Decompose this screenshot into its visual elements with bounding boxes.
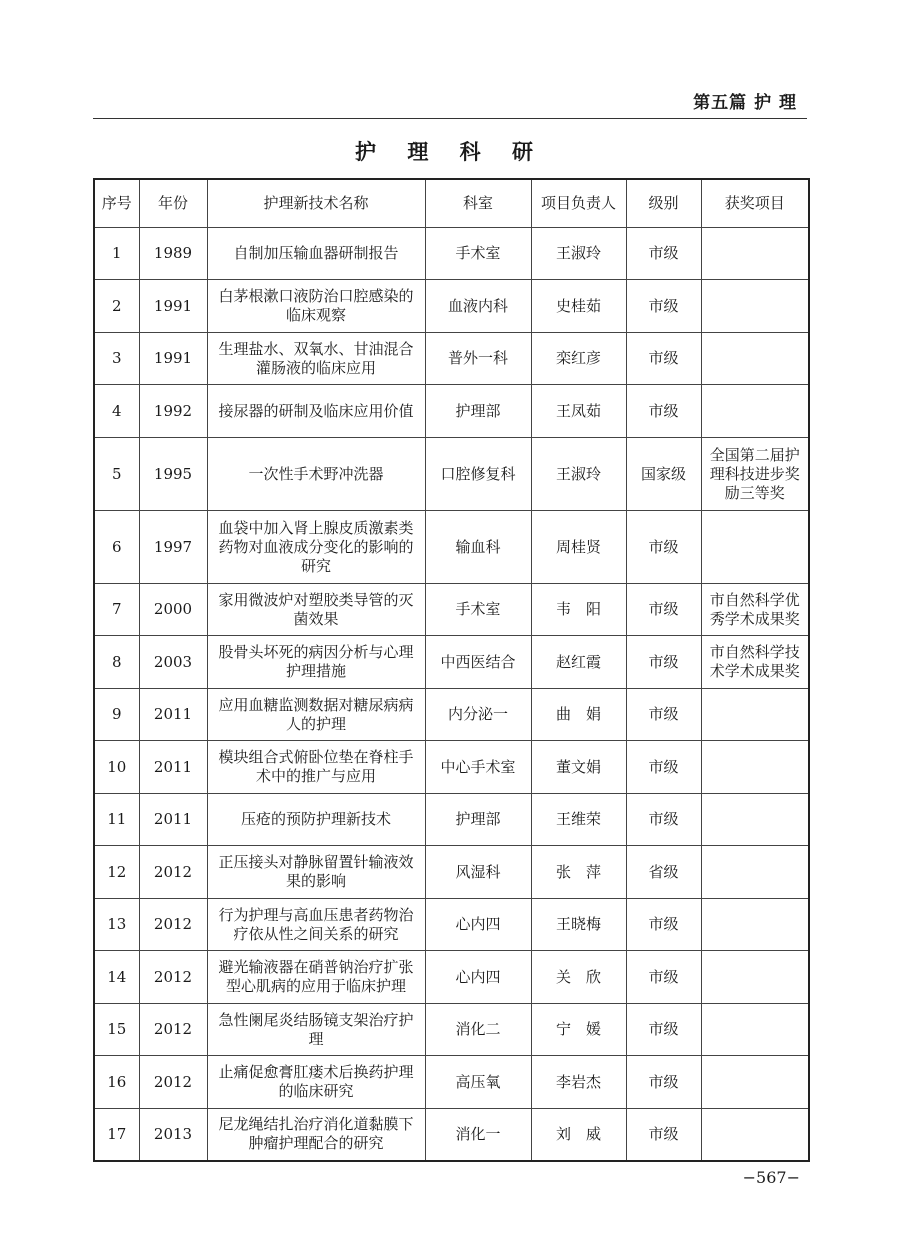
cell-lead: 周桂贤 xyxy=(531,511,626,584)
cell-year: 2011 xyxy=(139,794,207,846)
cell-name: 自制加压输血器研制报告 xyxy=(207,228,425,280)
page-number: −567− xyxy=(742,1168,800,1187)
cell-award xyxy=(701,1056,809,1109)
cell-award: 全国第二届护理科技进步奖励三等奖 xyxy=(701,438,809,511)
cell-name: 止痛促愈膏肛瘘术后换药护理的临床研究 xyxy=(207,1056,425,1109)
cell-name: 避光输液器在硝普钠治疗扩张型心肌病的应用于临床护理 xyxy=(207,951,425,1004)
cell-no: 3 xyxy=(94,333,139,385)
cell-award xyxy=(701,899,809,951)
cell-dept: 风湿科 xyxy=(425,846,531,899)
cell-no: 9 xyxy=(94,689,139,741)
cell-dept: 输血科 xyxy=(425,511,531,584)
column-header-name: 护理新技术名称 xyxy=(207,179,425,228)
cell-name: 急性阑尾炎结肠镜支架治疗护理 xyxy=(207,1004,425,1056)
cell-no: 4 xyxy=(94,385,139,438)
cell-lead: 韦 阳 xyxy=(531,584,626,636)
cell-level: 国家级 xyxy=(626,438,701,511)
column-header-year: 年份 xyxy=(139,179,207,228)
cell-name: 模块组合式俯卧位垫在脊柱手术中的推广与应用 xyxy=(207,741,425,794)
cell-dept: 高压氧 xyxy=(425,1056,531,1109)
cell-level: 市级 xyxy=(626,741,701,794)
cell-award xyxy=(701,951,809,1004)
cell-no: 11 xyxy=(94,794,139,846)
cell-lead: 王淑玲 xyxy=(531,228,626,280)
running-header xyxy=(93,88,807,114)
cell-lead: 宁 媛 xyxy=(531,1004,626,1056)
cell-dept: 消化二 xyxy=(425,1004,531,1056)
cell-name: 应用血糖监测数据对糖尿病病人的护理 xyxy=(207,689,425,741)
column-header-award: 获奖项目 xyxy=(701,179,809,228)
cell-dept: 手术室 xyxy=(425,228,531,280)
cell-dept: 心内四 xyxy=(425,899,531,951)
cell-level: 省级 xyxy=(626,846,701,899)
cell-name: 家用微波炉对塑胶类导管的灭菌效果 xyxy=(207,584,425,636)
cell-award xyxy=(701,333,809,385)
cell-award xyxy=(701,511,809,584)
cell-award xyxy=(701,741,809,794)
cell-year: 2012 xyxy=(139,1004,207,1056)
cell-award xyxy=(701,228,809,280)
cell-year: 2012 xyxy=(139,846,207,899)
column-header-dept: 科室 xyxy=(425,179,531,228)
table-row xyxy=(94,280,809,333)
cell-year: 2012 xyxy=(139,1056,207,1109)
table-row xyxy=(94,1004,809,1056)
cell-no: 1 xyxy=(94,228,139,280)
cell-name: 一次性手术野冲洗器 xyxy=(207,438,425,511)
table-row xyxy=(94,511,809,584)
cell-award xyxy=(701,280,809,333)
cell-award xyxy=(701,1109,809,1161)
table-row xyxy=(94,951,809,1004)
cell-year: 2000 xyxy=(139,584,207,636)
cell-name: 压疮的预防护理新技术 xyxy=(207,794,425,846)
page-title: 护 理 科 研 xyxy=(355,140,545,164)
cell-name: 尼龙绳结扎治疗消化道黏膜下肿瘤护理配合的研究 xyxy=(207,1109,425,1161)
cell-award: 市自然科学优秀学术成果奖 xyxy=(701,584,809,636)
table-row xyxy=(94,1109,809,1161)
cell-year: 1995 xyxy=(139,438,207,511)
cell-level: 市级 xyxy=(626,794,701,846)
cell-year: 2003 xyxy=(139,636,207,689)
cell-level: 市级 xyxy=(626,385,701,438)
cell-name: 生理盐水、双氧水、甘油混合灌肠液的临床应用 xyxy=(207,333,425,385)
cell-level: 市级 xyxy=(626,228,701,280)
table-row xyxy=(94,636,809,689)
cell-lead: 关 欣 xyxy=(531,951,626,1004)
cell-year: 1997 xyxy=(139,511,207,584)
cell-lead: 王晓梅 xyxy=(531,899,626,951)
cell-no: 15 xyxy=(94,1004,139,1056)
cell-no: 12 xyxy=(94,846,139,899)
cell-year: 2011 xyxy=(139,689,207,741)
cell-lead: 董文娟 xyxy=(531,741,626,794)
cell-no: 7 xyxy=(94,584,139,636)
table-row xyxy=(94,1056,809,1109)
cell-award xyxy=(701,1004,809,1056)
cell-award xyxy=(701,794,809,846)
cell-lead: 史桂茹 xyxy=(531,280,626,333)
cell-year: 1989 xyxy=(139,228,207,280)
cell-lead: 刘 威 xyxy=(531,1109,626,1161)
cell-award xyxy=(701,689,809,741)
cell-lead: 王维荣 xyxy=(531,794,626,846)
cell-no: 10 xyxy=(94,741,139,794)
cell-no: 17 xyxy=(94,1109,139,1161)
cell-lead: 曲 娟 xyxy=(531,689,626,741)
cell-year: 2011 xyxy=(139,741,207,794)
cell-name: 正压接头对静脉留置针输液效果的影响 xyxy=(207,846,425,899)
cell-level: 市级 xyxy=(626,689,701,741)
table-row xyxy=(94,846,809,899)
header-rule xyxy=(93,118,807,119)
column-header-level: 级别 xyxy=(626,179,701,228)
cell-level: 市级 xyxy=(626,511,701,584)
cell-no: 2 xyxy=(94,280,139,333)
cell-dept: 中心手术室 xyxy=(425,741,531,794)
cell-level: 市级 xyxy=(626,1109,701,1161)
section-title: 第五篇 护 理 xyxy=(693,93,797,113)
cell-lead: 王淑玲 xyxy=(531,438,626,511)
cell-level: 市级 xyxy=(626,899,701,951)
cell-dept: 中西医结合 xyxy=(425,636,531,689)
cell-name: 接尿器的研制及临床应用价值 xyxy=(207,385,425,438)
cell-no: 14 xyxy=(94,951,139,1004)
cell-lead: 赵红霞 xyxy=(531,636,626,689)
cell-year: 1991 xyxy=(139,280,207,333)
table-row xyxy=(94,228,809,280)
table-row xyxy=(94,741,809,794)
column-header-lead: 项目负责人 xyxy=(531,179,626,228)
cell-level: 市级 xyxy=(626,333,701,385)
cell-level: 市级 xyxy=(626,1056,701,1109)
cell-award xyxy=(701,385,809,438)
cell-dept: 护理部 xyxy=(425,794,531,846)
cell-award xyxy=(701,846,809,899)
cell-lead: 张 萍 xyxy=(531,846,626,899)
cell-lead: 李岩杰 xyxy=(531,1056,626,1109)
table-row xyxy=(94,689,809,741)
table-row xyxy=(94,385,809,438)
table-row xyxy=(94,438,809,511)
cell-year: 2012 xyxy=(139,899,207,951)
table-row xyxy=(94,794,809,846)
cell-dept: 心内四 xyxy=(425,951,531,1004)
cell-year: 1992 xyxy=(139,385,207,438)
column-header-no: 序号 xyxy=(94,179,139,228)
cell-no: 8 xyxy=(94,636,139,689)
cell-no: 13 xyxy=(94,899,139,951)
cell-dept: 内分泌一 xyxy=(425,689,531,741)
cell-dept: 血液内科 xyxy=(425,280,531,333)
cell-year: 2012 xyxy=(139,951,207,1004)
table-header-row xyxy=(94,179,809,228)
cell-year: 1991 xyxy=(139,333,207,385)
table-body xyxy=(94,228,809,1161)
cell-level: 市级 xyxy=(626,280,701,333)
cell-dept: 口腔修复科 xyxy=(425,438,531,511)
cell-level: 市级 xyxy=(626,636,701,689)
cell-name: 血袋中加入肾上腺皮质激素类药物对血液成分变化的影响的研究 xyxy=(207,511,425,584)
research-table xyxy=(93,178,810,1162)
cell-no: 16 xyxy=(94,1056,139,1109)
cell-no: 6 xyxy=(94,511,139,584)
cell-name: 股骨头坏死的病因分析与心理护理措施 xyxy=(207,636,425,689)
cell-level: 市级 xyxy=(626,1004,701,1056)
cell-name: 白茅根漱口液防治口腔感染的临床观察 xyxy=(207,280,425,333)
table-row xyxy=(94,584,809,636)
cell-dept: 护理部 xyxy=(425,385,531,438)
cell-dept: 消化一 xyxy=(425,1109,531,1161)
cell-lead: 王凤茹 xyxy=(531,385,626,438)
cell-level: 市级 xyxy=(626,584,701,636)
cell-name: 行为护理与高血压患者药物治疗依从性之间关系的研究 xyxy=(207,899,425,951)
table-row xyxy=(94,333,809,385)
cell-year: 2013 xyxy=(139,1109,207,1161)
cell-no: 5 xyxy=(94,438,139,511)
cell-dept: 普外一科 xyxy=(425,333,531,385)
cell-lead: 栾红彦 xyxy=(531,333,626,385)
cell-level: 市级 xyxy=(626,951,701,1004)
table-row xyxy=(94,899,809,951)
cell-award: 市自然科学技术学术成果奖 xyxy=(701,636,809,689)
cell-dept: 手术室 xyxy=(425,584,531,636)
